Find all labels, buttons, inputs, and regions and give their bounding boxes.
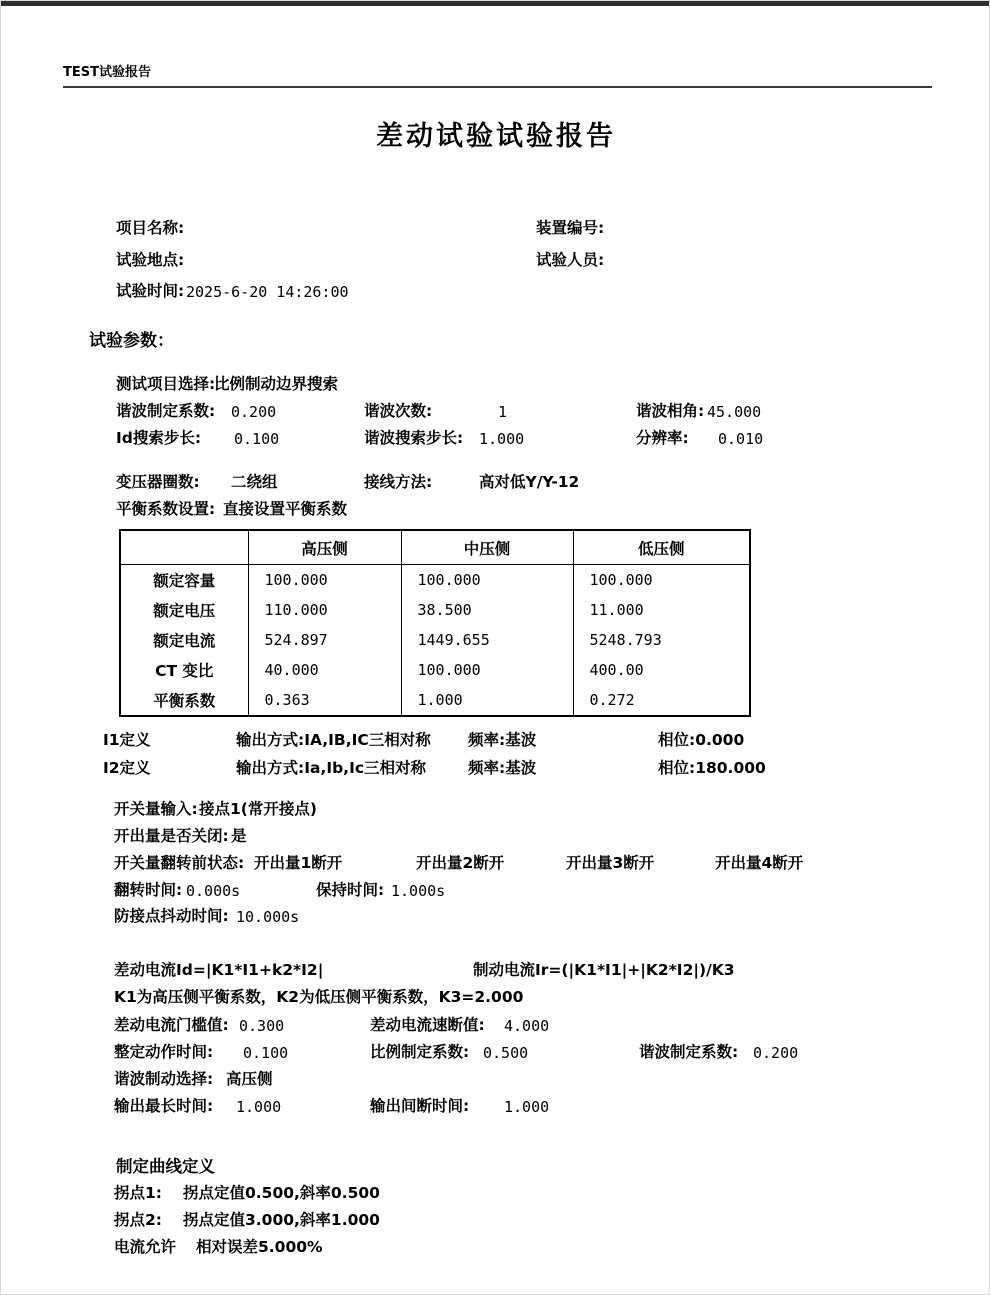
winding-value: 二绕组 <box>231 473 278 491</box>
table-header-mid-side: 中压侧 <box>401 530 573 565</box>
i2-definition-label: I2定义 <box>103 759 151 777</box>
debounce-time-value: 10.000s <box>236 908 300 926</box>
table-cell: 100.000 <box>401 565 573 596</box>
current-tolerance-value: 相对误差5.000% <box>196 1238 323 1256</box>
table-cell: 110.000 <box>248 595 401 625</box>
threshold-label: 差动电流门槛值: <box>114 1016 229 1034</box>
harmonic-step-value: 1.000 <box>479 430 525 448</box>
debounce-time-label: 防接点抖动时间: <box>114 907 229 925</box>
hold-time-value: 1.000s <box>391 882 446 900</box>
differential-current-formula: 差动电流Id=|K1*I1+k2*I2| <box>114 961 324 979</box>
balance-coefficient-table <box>119 529 751 717</box>
table-cell: 38.500 <box>401 595 573 625</box>
table-cell: 1449.655 <box>401 625 573 655</box>
winding-label: 变压器圈数: <box>116 473 200 491</box>
output-closed-value: 是 <box>231 827 247 845</box>
harm-side-value: 高压侧 <box>226 1070 273 1088</box>
i2-output-mode: 输出方式:Ia,Ib,Ic三相对称 <box>236 759 427 777</box>
flip-time-label: 翻转时间: <box>114 881 183 899</box>
table-cell: 100.000 <box>248 565 401 596</box>
table-row <box>120 565 750 596</box>
i2-frequency: 频率:基波 <box>468 759 537 777</box>
test-personnel-label: 试验人员: <box>536 251 605 269</box>
max-output-time-value: 1.000 <box>236 1098 282 1116</box>
wiring-value: 高对低Y/Y-12 <box>479 473 580 491</box>
table-row <box>120 625 750 655</box>
output-closed-label: 开出量是否关闭: <box>114 827 229 845</box>
project-name-label: 项目名称: <box>116 219 185 237</box>
switch-input-label: 开关量输入: <box>114 800 198 818</box>
table-cell: 11.000 <box>573 595 750 625</box>
switch-input-value: 接点1(常开接点) <box>199 800 317 818</box>
table-cell: 100.000 <box>573 565 750 596</box>
resolution-label: 分辨率: <box>636 429 689 447</box>
table-cell: 5248.793 <box>573 625 750 655</box>
table-cell: 40.000 <box>248 655 401 685</box>
hold-time-label: 保持时间: <box>316 881 385 899</box>
knee-point1-label: 拐点1: <box>114 1184 162 1202</box>
row-label-rated-current: 额定电流 <box>153 632 216 650</box>
knee-point2-label: 拐点2: <box>114 1211 162 1229</box>
prestate-output4: 开出量4断开 <box>715 854 804 872</box>
harm-coeff-value: 0.200 <box>753 1044 799 1062</box>
action-time-value: 0.100 <box>243 1044 289 1062</box>
i1-definition-label: I1定义 <box>103 731 151 749</box>
table-cell: 524.897 <box>248 625 401 655</box>
action-time-label: 整定动作时间: <box>114 1043 214 1061</box>
gap-time-label: 输出间断时间: <box>370 1097 470 1115</box>
table-cell: 400.00 <box>573 655 750 685</box>
knee-point2-value: 拐点定值3.000,斜率1.000 <box>183 1211 380 1229</box>
page-title: 差动试验试验报告 <box>376 121 616 152</box>
threshold-value: 0.300 <box>239 1017 285 1035</box>
gap-time-value: 1.000 <box>504 1098 550 1116</box>
page-top-edge <box>1 1 989 6</box>
table-header-high-side: 高压侧 <box>248 530 401 565</box>
prestate-output1: 开出量1断开 <box>254 854 343 872</box>
test-time-label: 试验时间: <box>116 282 185 300</box>
row-label-balance-coeff: 平衡系数 <box>153 692 216 710</box>
table-cell: 100.000 <box>401 655 573 685</box>
table-row <box>120 655 750 685</box>
balance-setting-value: 直接设置平衡系数 <box>223 500 348 518</box>
table-cell: 1.000 <box>401 685 573 716</box>
test-params-heading: 试验参数： <box>89 331 174 351</box>
harmonic-angle-value: 45.000 <box>707 403 762 421</box>
prestate-output3: 开出量3断开 <box>566 854 655 872</box>
harmonic-coeff-label: 谐波制定系数: <box>116 402 216 420</box>
knee-point1-value: 拐点定值0.500,斜率0.500 <box>183 1184 380 1202</box>
coefficient-note: K1为高压侧平衡系数，K2为低压侧平衡系数，K3=2.000 <box>114 988 524 1006</box>
row-label-rated-capacity: 额定容量 <box>153 572 216 590</box>
balance-setting-label: 平衡系数设置: <box>116 500 216 518</box>
harmonic-step-label: 谐波搜索步长: <box>364 429 464 447</box>
table-row <box>120 595 750 625</box>
restraint-current-formula: 制动电流Ir=(|K1*I1|+|K2*I2|)/K3 <box>473 961 735 979</box>
i1-output-mode: 输出方式:IA,IB,IC三相对称 <box>236 731 431 749</box>
test-item-label: 测试项目选择: <box>116 375 216 393</box>
cutoff-value: 4.000 <box>504 1017 550 1035</box>
table-header-row <box>120 530 750 565</box>
harmonic-coeff-value: 0.200 <box>231 403 277 421</box>
harmonic-times-value: 1 <box>498 403 508 421</box>
table-cell: 0.363 <box>248 685 401 716</box>
id-step-value: 0.100 <box>234 430 280 448</box>
table-cell: 0.272 <box>573 685 750 716</box>
test-location-label: 试验地点: <box>116 251 185 269</box>
wiring-label: 接线方法: <box>364 473 433 491</box>
i2-phase: 相位:180.000 <box>658 759 766 777</box>
device-number-label: 装置编号: <box>536 219 605 237</box>
current-tolerance-label: 电流允许 <box>114 1238 177 1256</box>
doc-header-label: TEST试验报告 <box>63 65 151 80</box>
i1-frequency: 频率:基波 <box>468 731 537 749</box>
ratio-coeff-value: 0.500 <box>483 1044 529 1062</box>
curve-definition-heading: 制定曲线定义 <box>116 1157 215 1176</box>
cutoff-label: 差动电流速断值: <box>370 1016 485 1034</box>
resolution-value: 0.010 <box>718 430 764 448</box>
test-item-value: 比例制动边界搜索 <box>214 375 339 393</box>
header-rule <box>63 86 932 88</box>
prestate-label: 开关量翻转前状态: <box>114 854 245 872</box>
ratio-coeff-label: 比例制定系数: <box>370 1043 470 1061</box>
table-row <box>120 685 750 716</box>
harmonic-angle-label: 谐波相角: <box>636 402 705 420</box>
id-step-label: Id搜索步长: <box>116 429 202 447</box>
table-header-low-side: 低压侧 <box>573 530 750 565</box>
max-output-time-label: 输出最长时间: <box>114 1097 214 1115</box>
harmonic-times-label: 谐波次数: <box>364 402 433 420</box>
flip-time-value: 0.000s <box>186 882 241 900</box>
harm-coeff-label: 谐波制定系数: <box>639 1043 739 1061</box>
i1-phase: 相位:0.000 <box>658 731 745 749</box>
table-header-empty <box>120 530 248 565</box>
row-label-ct-ratio: CT 变比 <box>155 662 214 680</box>
row-label-rated-voltage: 额定电压 <box>153 602 216 620</box>
harm-side-label: 谐波制动选择: <box>114 1070 214 1088</box>
test-time-value: 2025-6-20 14:26:00 <box>186 283 349 301</box>
prestate-output2: 开出量2断开 <box>416 854 505 872</box>
